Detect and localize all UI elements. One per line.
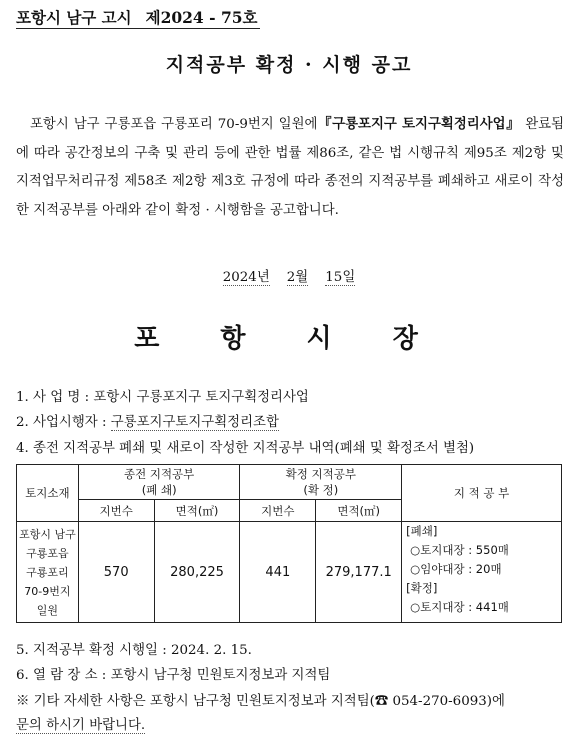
item-4-text: 4. 종전 지적공부 폐쇄 및 새로이 작성한 지적공부 내역(폐쇄 및 확정조서 별첨) xyxy=(16,441,475,456)
body-text-start: 포항시 남구 구룡포읍 구룡포리 70-9번지 일원에 xyxy=(30,117,318,132)
item-executor xyxy=(16,411,279,430)
th-new-label: 확정 지적공부 xyxy=(285,467,356,481)
th-prev-lots: 지번수 xyxy=(78,500,154,522)
cell-location xyxy=(17,522,79,623)
date-year: 2024년 xyxy=(222,270,270,285)
page-title: 지적공부 확정 · 시행 공고 xyxy=(165,54,413,76)
note-line xyxy=(16,690,505,709)
th-prev-sub: (폐 쇄) xyxy=(141,483,177,497)
project-name: 『구룡포지구 토지구획정리사업』 xyxy=(317,116,521,132)
notice-body xyxy=(16,110,564,225)
note-line-2 xyxy=(16,714,145,733)
cell-remarks xyxy=(402,522,562,623)
item-5-label: 5. 지적공부 확정 시행일 : xyxy=(16,643,167,658)
item-2-value: 구룡포지구토지구획정리조합 xyxy=(110,415,279,430)
item-6-value: 포항시 남구청 민원토지정보과 지적팀 xyxy=(110,668,331,683)
date-day: 15일 xyxy=(325,270,356,285)
note-text: ※ 기타 자세한 사항은 포항시 남구청 민원토지정보과 지적팀(☎ 054-270-6093)에 xyxy=(16,694,505,709)
th-new-lots: 지번수 xyxy=(240,500,316,522)
item-cadastre-details xyxy=(16,437,474,456)
location-line: 구룡포읍 xyxy=(26,546,69,560)
remark-line: ○임야대장 : 20매 xyxy=(410,562,502,576)
note-text-2: 문의 하시기 바랍니다. xyxy=(16,718,146,733)
remark-line: [폐쇄] xyxy=(406,524,438,538)
item-project-name xyxy=(16,386,309,405)
th-cadastre: 지 적 공 부 xyxy=(402,465,562,522)
notice-number: 제2024 - 75호 xyxy=(145,8,258,27)
th-location: 토지소재 xyxy=(17,465,79,522)
cell-new-lots: 441 xyxy=(240,522,316,623)
date-month: 2월 xyxy=(286,270,309,285)
cadastre-table xyxy=(16,464,562,623)
location-line: 일원 xyxy=(36,603,59,617)
th-prev-area: 면적(㎡) xyxy=(154,500,240,522)
th-prev xyxy=(78,465,240,500)
item-1-label: 1. 사 업 명 : xyxy=(16,390,90,405)
body-text-rest: 완료됨에 따라 공간정보의 구축 및 관리 등에 관한 법률 제86조, 같은 법 시행규칙 제95조 제2항 및 지적업무처리규정 제58조 제2항 제3호 규정에 따라 종전의 지적공부를 폐쇄하고 새로이 작성한 지적공부를 아래와 같이 확정 · 시행함을 공고합니다. xyxy=(16,117,565,218)
item-2-label: 2. 사업시행자 : xyxy=(16,415,107,430)
location-line: 구룡포리 xyxy=(26,565,69,579)
th-new xyxy=(240,465,402,500)
header-underline xyxy=(16,28,260,29)
th-new-area: 면적(㎡) xyxy=(316,500,402,522)
item-viewing-place xyxy=(16,664,330,683)
notice-issuer-label: 포항시 남구 고시 xyxy=(16,8,132,27)
remark-line: ○토지대장 : 441매 xyxy=(410,600,509,614)
item-effective-date xyxy=(16,639,252,658)
item-6-label: 6. 열 람 장 소 : xyxy=(16,668,107,683)
item-1-value: 포항시 구룡포지구 토지구획정리사업 xyxy=(93,390,309,405)
cell-new-area: 279,177.1 xyxy=(316,522,402,623)
item-5-value: 2024. 2. 15. xyxy=(171,643,252,658)
notice-header xyxy=(16,6,258,28)
location-line: 포항시 남구 xyxy=(19,527,76,541)
cell-prev-lots: 570 xyxy=(78,522,154,623)
th-prev-label: 종전 지적공부 xyxy=(123,467,195,481)
remark-line: [확정] xyxy=(406,581,438,595)
issuer-signature: 포 항 시 장 xyxy=(134,324,444,354)
remark-line: ○토지대장 : 550매 xyxy=(410,543,509,557)
notice-date xyxy=(0,266,578,285)
location-line: 70-9번지 xyxy=(24,584,71,598)
cell-prev-area: 280,225 xyxy=(154,522,240,623)
th-new-sub: (확 정) xyxy=(303,483,339,497)
table-row xyxy=(17,522,562,623)
